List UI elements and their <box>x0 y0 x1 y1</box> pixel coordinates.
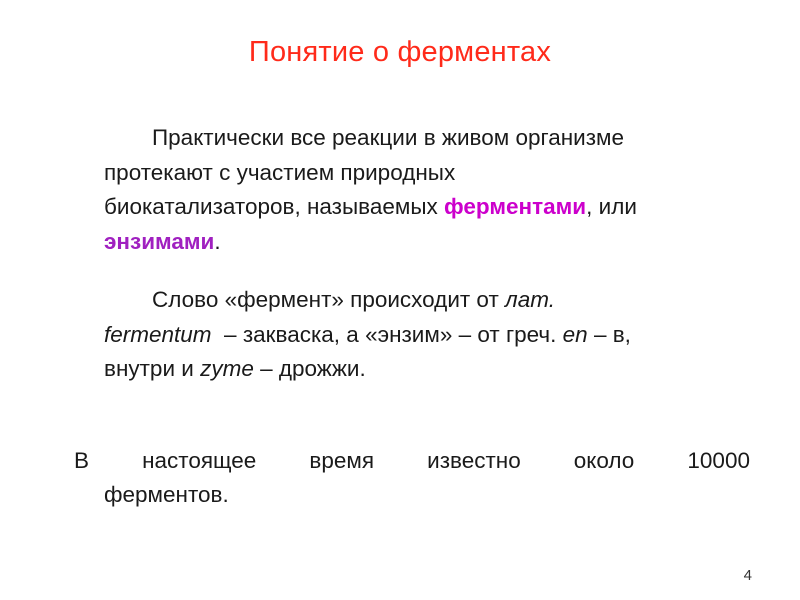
word: В <box>74 448 90 473</box>
paragraph-enzyme-count-line2: ферментов. <box>104 482 229 507</box>
para2-line2-suffix: – в, <box>587 321 631 347</box>
para2-line3-suffix: – дрожжи. <box>253 356 366 381</box>
para2-line3-prefix: внутри и <box>104 356 201 381</box>
para1-line2: протекают с участием природных <box>104 159 456 185</box>
lat-abbreviation: лат. <box>505 287 555 312</box>
paragraph-enzyme-count-line1 <box>74 444 750 478</box>
term-enzymes: ферментами <box>444 194 587 219</box>
paragraph-word-origin <box>104 283 744 387</box>
para1-line3-suffix: , или <box>586 194 637 219</box>
para2-line2-mid: – закваска, а «энзим» – от греч. <box>211 321 563 347</box>
word: известно <box>427 448 521 473</box>
enzyme-count: 10000 <box>687 448 750 473</box>
para1-line3-prefix: биокатализаторов, называемых <box>104 194 445 219</box>
word: время <box>309 448 375 473</box>
para1-line4-suffix: . <box>214 228 221 254</box>
greek-zyme: zyme <box>200 356 254 381</box>
page-number: 4 <box>743 567 752 584</box>
paragraph-enzymes-definition <box>104 121 744 259</box>
slide-title: Понятие о ферментах <box>248 36 552 68</box>
word: около <box>573 448 635 473</box>
para2-line1-prefix: Слово «фермент» происходит от <box>152 287 506 312</box>
word: настоящее <box>142 448 257 473</box>
term-enzymes-alt: энзимами <box>104 228 215 254</box>
para1-line1: Практически все реакции в живом организме <box>152 125 624 150</box>
greek-en: en <box>562 321 588 347</box>
latin-word: fermentum <box>104 321 212 347</box>
